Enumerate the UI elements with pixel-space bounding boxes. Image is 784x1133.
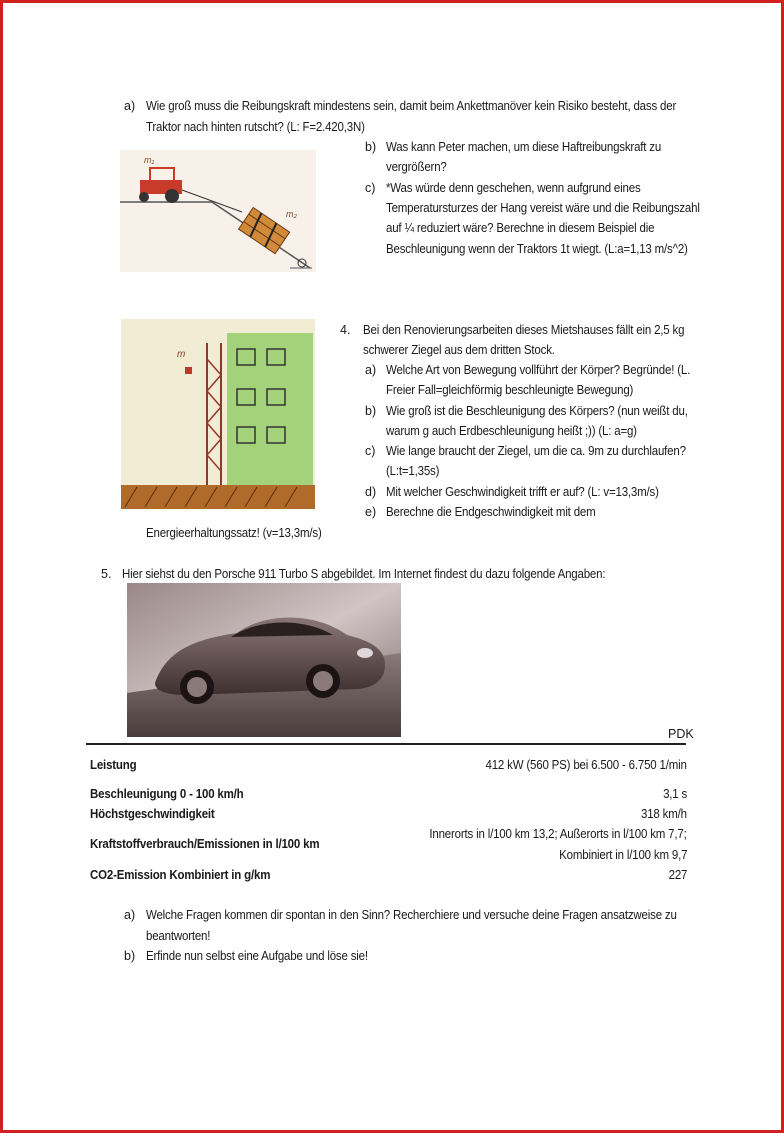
q3a-line1: Wie groß muss die Reibungskraft mindestens sein, damit beim Ankettmanöver kein Risiko besteht, dass der (146, 99, 677, 113)
q4e-line2: Energieerhaltungssatz! (v=13,3m/s) (146, 526, 322, 540)
spec-value-leistung: 412 kW (560 PS) bei 6.500 - 6.750 1/min (485, 758, 687, 772)
table-header-rule (86, 743, 686, 745)
q4a-line2: Freier Fall=gleichförmig beschleunigte Bewegung) (386, 383, 634, 397)
q4b-line2: warum g auch Erdbeschleunigung heißt ;)) (L: a=g) (386, 424, 637, 438)
q4-intro-line1: Bei den Renovierungsarbeiten dieses Mietshauses fällt ein 2,5 kg (363, 323, 685, 337)
q3c-line2: Temperatursturzes der Hang vereist wäre und die Reibungszahl (386, 201, 700, 215)
q4c-line2: (L:t=1,35s) (386, 464, 440, 478)
spec-label-leistung: Leistung (90, 758, 137, 772)
q4-number: 4. (340, 323, 351, 337)
q5b-line1: Erfinde nun selbst eine Aufgabe und löse sie! (146, 949, 368, 963)
q3b-line1: Was kann Peter machen, um diese Haftreibungskraft zu (386, 140, 662, 154)
sketch-label-m: m (177, 349, 186, 360)
q3a-line2: Traktor nach hinten rutscht? (L: F=2.420,3N) (146, 120, 365, 134)
spec-value-beschleunigung: 3,1 s (662, 787, 687, 801)
q4-intro-line2: schwerer Ziegel aus dem dritten Stock. (363, 343, 555, 357)
spec-value-co2: 227 (668, 868, 687, 882)
porsche-photo (127, 583, 401, 737)
q5-number: 5. (101, 567, 112, 581)
q4c-label: c) (365, 444, 376, 458)
q3c-line4: Beschleunigung wenn der Traktors 1t wiegt. (L:a=1,13 m/s^2) (386, 242, 688, 256)
q4e-label: e) (365, 505, 377, 519)
q5a-label: a) (124, 908, 136, 922)
q3b-line2: vergrößern? (386, 160, 447, 174)
tractor-sketch (120, 150, 316, 272)
q4a-label: a) (365, 363, 377, 377)
spec-value-hoechstgeschwindigkeit: 318 km/h (641, 807, 687, 821)
house-sketch (121, 319, 315, 509)
sketch-label-m1: m₁ (144, 155, 155, 165)
spec-label-verbrauch: Kraftstoffverbrauch/Emissionen in l/100 km (90, 837, 320, 851)
q4d-line1: Mit welcher Geschwindigkeit trifft er auf? (L: v=13,3m/s) (386, 485, 659, 499)
q4b-line1: Wie groß ist die Beschleunigung des Körpers? (nun weißt du, (386, 404, 688, 418)
q5-intro: Hier siehst du den Porsche 911 Turbo S abgebildet. Im Internet findest du dazu folgende Angaben: (122, 567, 606, 581)
q4c-line1: Wie lange braucht der Ziegel, um die ca. 9m zu durchlaufen? (386, 444, 686, 458)
spec-label-hoechstgeschwindigkeit: Höchstgeschwindigkeit (90, 807, 215, 821)
q3a-label: a) (124, 99, 136, 113)
q4a-line1: Welche Art von Bewegung vollführt der Körper? Begründe! (L. (386, 363, 691, 377)
q5a-line2: beantworten! (146, 929, 211, 943)
q5a-line1: Welche Fragen kommen dir spontan in den Sinn? Recherchiere und versuche deine Fragen ansatzweise zu (146, 908, 677, 922)
q4d-label: d) (365, 485, 377, 499)
q3c-line1: *Was würde denn geschehen, wenn aufgrund eines (386, 181, 641, 195)
q3c-line3: auf ¼ reduziert wäre? Berechne in diesem Beispiel die (386, 221, 655, 235)
spec-label-co2: CO2-Emission Kombiniert in g/km (90, 868, 271, 882)
table-header-pdk: PDK (668, 727, 694, 741)
sketch-label-m2: m₂ (286, 209, 297, 219)
spec-value-verbrauch-line1: Innerorts in l/100 km 13,2; Außerorts in l/100 km 7,7; (429, 827, 687, 841)
q3c-label: c) (365, 181, 376, 195)
spec-label-beschleunigung: Beschleunigung 0 - 100 km/h (90, 787, 244, 801)
q3b-label: b) (365, 140, 377, 154)
q5b-label: b) (124, 949, 136, 963)
spec-value-verbrauch-line2: Kombiniert in l/100 km 9,7 (558, 848, 687, 862)
q4b-label: b) (365, 404, 377, 418)
q4e-line1: Berechne die Endgeschwindigkeit mit dem (386, 505, 596, 519)
